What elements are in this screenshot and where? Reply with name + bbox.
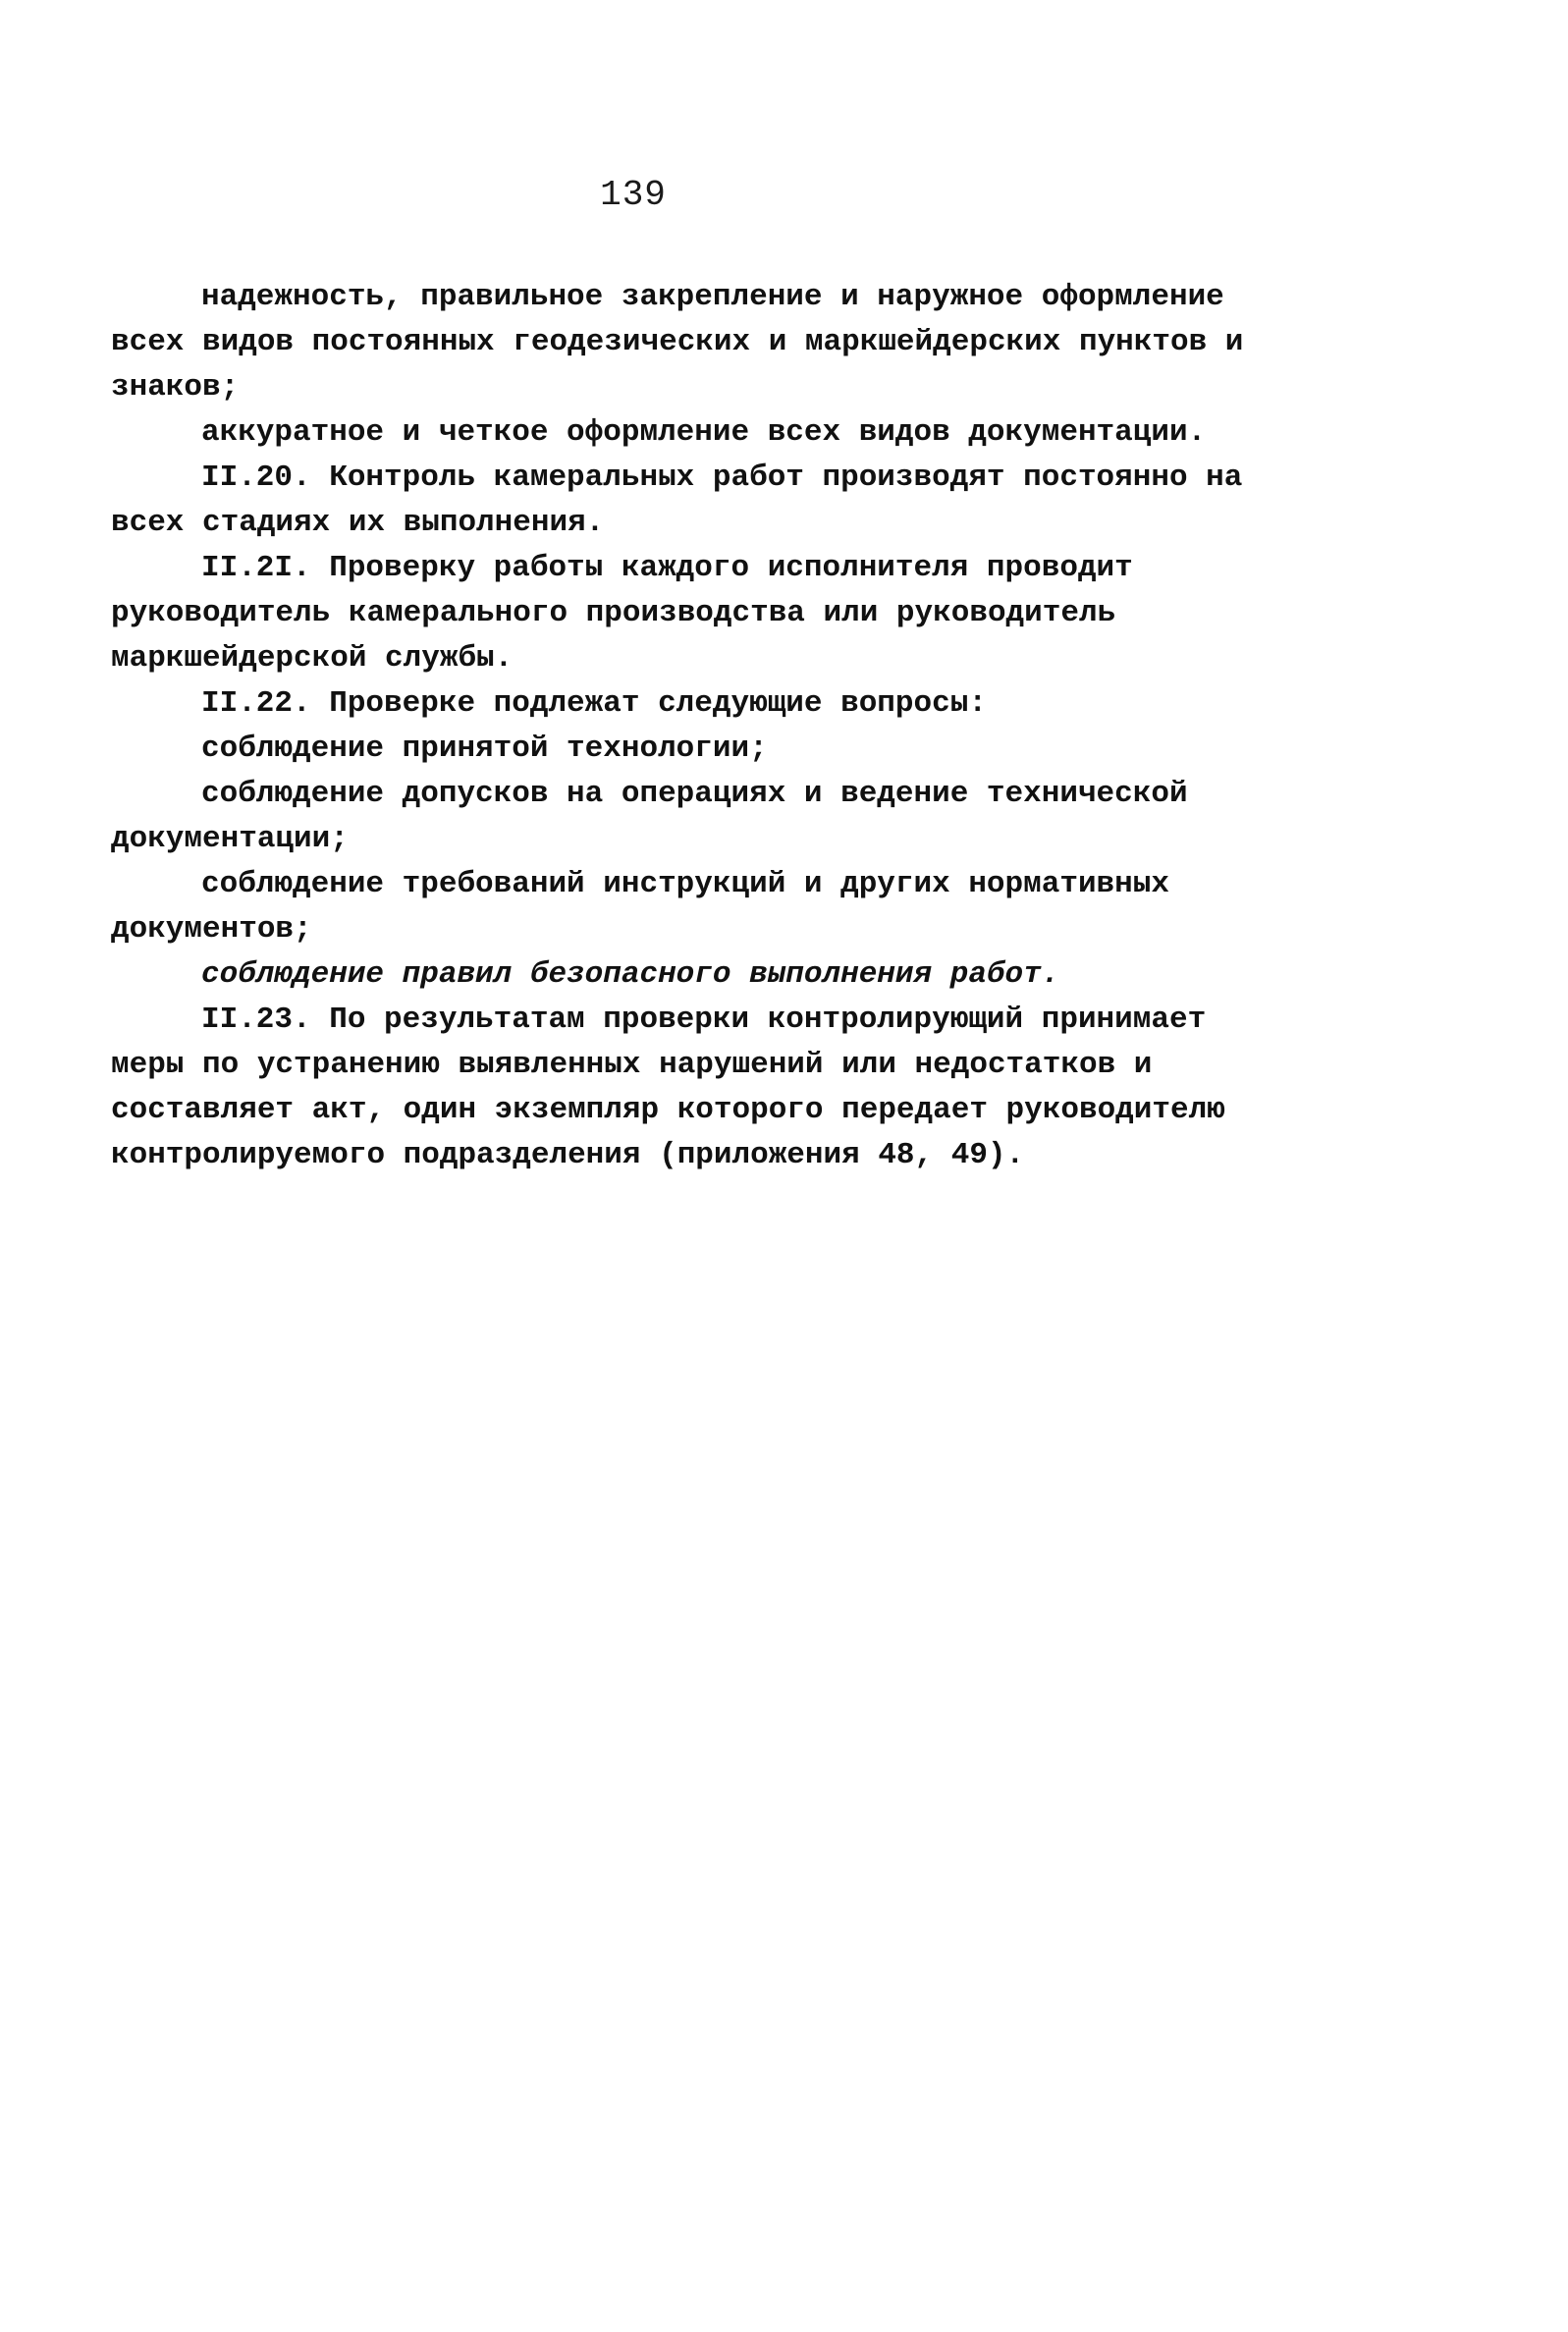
paragraph-reliability: надежность, правильное закрепление и наружное оформление всех видов постоянных геодезических и маркшейдерских пунктов и знаков; (111, 280, 1244, 405)
document-body (111, 275, 1260, 1178)
paragraph-documentation: аккуратное и четкое оформление всех видов документации. (201, 415, 1207, 450)
paragraph-11-23: II.23. По результатам проверки контролирующий принимает меры по устранению выявленных нарушений или недостатков и составляет акт, один экземпляр которого передает руководителю контролируемого подразделения (приложения 48, 49). (111, 1003, 1225, 1172)
list-item-technology: соблюдение принятой технологии; (201, 732, 768, 766)
page-number: 139 (600, 175, 667, 215)
paragraph-11-20: II.20. Контроль камеральных работ производят постоянно на всех стадиях их выполнения. (111, 461, 1243, 540)
list-item-tolerances: соблюдение допусков на операциях и ведение технической документации; (111, 777, 1188, 856)
list-item-safety: соблюдение правил безопасного выполнения работ. (201, 957, 1060, 992)
paragraph-11-22: II.22. Проверке подлежат следующие вопросы: (201, 686, 987, 721)
paragraph-11-21: II.2I. Проверку работы каждого исполнителя проводит руководитель камерального производства или руководитель маркшейдерской службы. (111, 551, 1133, 676)
list-item-requirements: соблюдение требований инструкций и других нормативных документов; (111, 867, 1169, 947)
